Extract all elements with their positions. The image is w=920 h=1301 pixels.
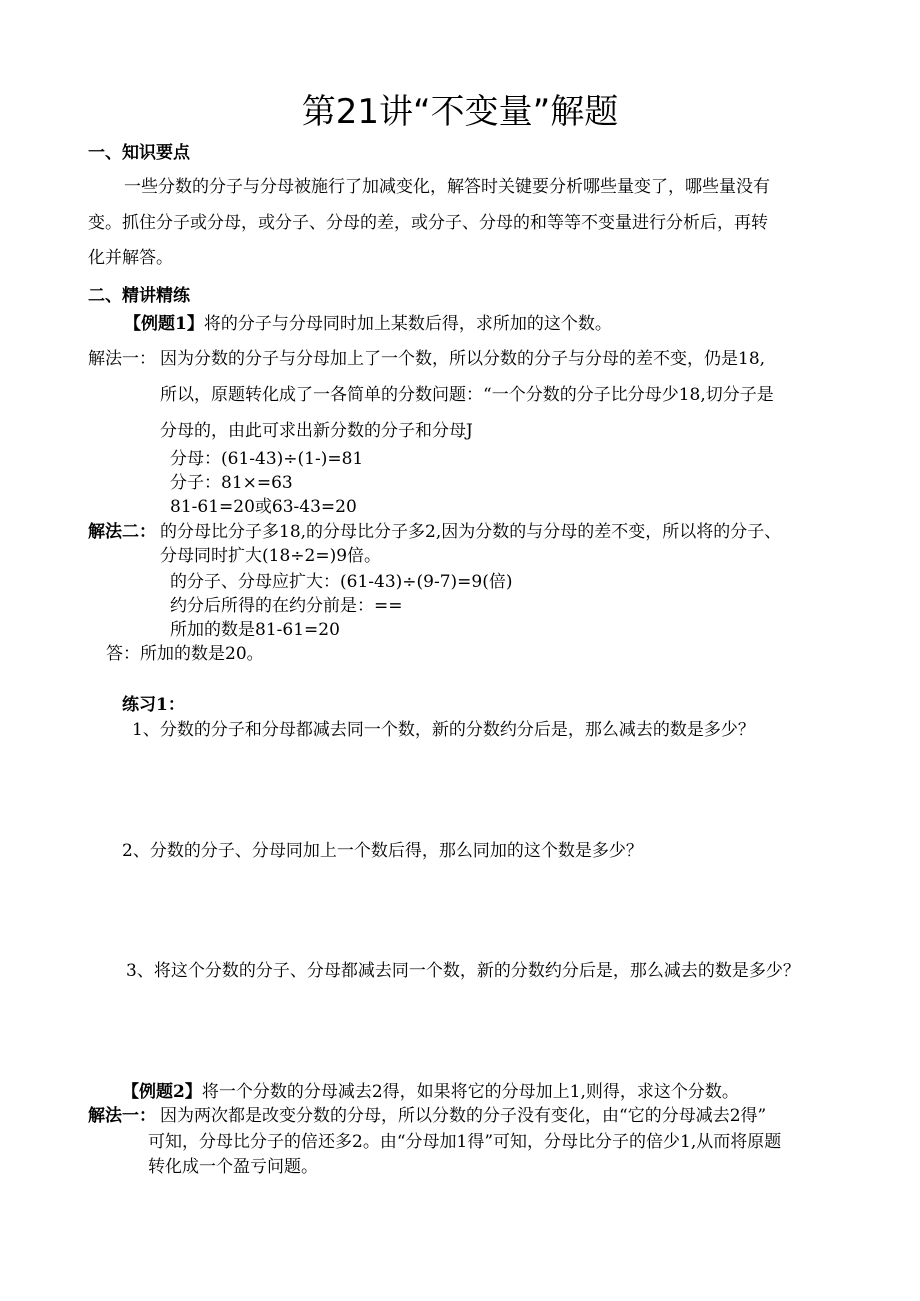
method1-label: 解法一：	[88, 349, 156, 369]
example2-label: 【例题2】	[122, 1082, 202, 1102]
example2-method1-line: 转化成一个盈亏问题。	[148, 1157, 318, 1177]
calc-line: 所加的数是81-61=20	[170, 620, 340, 640]
page-title: 第21讲“不变量”解题	[301, 92, 619, 132]
practice-question: 1、分数的分子和分母都减去同一个数，新的分数约分后是，那么减去的数是多少？	[132, 720, 755, 740]
calc-line: 分母：(61-43)÷(1-)=81	[170, 449, 364, 469]
example1-text: 将的分子与分母同时加上某数后得，求所加的这个数。	[203, 314, 612, 334]
section-heading-knowledge: 一、知识要点	[88, 143, 190, 163]
method2-label: 解法二：	[88, 522, 156, 542]
method1-line: 分母的，由此可求出新分数的分子和分母J	[160, 421, 473, 441]
answer: 答：所加的数是20。	[106, 644, 264, 664]
calc-line: 81-61=20或63-43=20	[170, 497, 357, 517]
example2-method1-line: 可知，分母比分子的倍还多2。由“分母加1得”可知，分母比分子的倍少1,从而将原题	[148, 1132, 782, 1152]
practice-question: 2、分数的分子、分母同加上一个数后得，那么同加的这个数是多少？	[122, 841, 643, 861]
method2-line: 分母同时扩大(18÷2=)9倍。	[160, 546, 382, 566]
paragraph-line: 变。抓住分子或分母，或分子、分母的差，或分子、分母的和等等不变量进行分析后，再转	[88, 213, 768, 233]
method1-line: 因为分数的分子与分母加上了一个数，所以分数的分子与分母的差不变，仍是18,	[160, 349, 766, 369]
practice-heading: 练习1：	[122, 695, 185, 715]
method2-line: 的分母比分子多18,的分母比分子多2,因为分数的与分母的差不变，所以将的分子、	[160, 522, 782, 542]
example2-text: 将一个分数的分母减去2得，如果将它的分母加上1,则得，求这个分数。	[201, 1082, 739, 1102]
calc-line: 约分后所得的在约分前是：==	[170, 596, 403, 616]
example2	[122, 1081, 739, 1103]
calc-line: 的分子、分母应扩大：(61-43)÷(9-7)=9(倍)	[170, 572, 513, 592]
paragraph-line: 一些分数的分子与分母被施行了加减变化，解答时关键要分析哪些量变了，哪些量没有	[124, 177, 770, 197]
example1-label: 【例题1】	[124, 314, 204, 334]
calc-line: 分子：81×=63	[170, 473, 293, 493]
example1	[124, 313, 612, 335]
example2-method1-line: 因为两次都是改变分数的分母，所以分数的分子没有变化，由“它的分母减去2得”	[160, 1106, 767, 1126]
practice-question: 3、将这个分数的分子、分母都减去同一个数，新的分数约分后是，那么减去的数是多少？	[126, 961, 800, 981]
example2-method1-label: 解法一：	[88, 1106, 156, 1126]
paragraph-line: 化并解答。	[88, 248, 173, 268]
method1-line: 所以，原题转化成了一各简单的分数问题：“一个分数的分子比分母少18,切分子是	[160, 385, 774, 405]
section-heading-practice: 二、精讲精练	[88, 286, 190, 306]
